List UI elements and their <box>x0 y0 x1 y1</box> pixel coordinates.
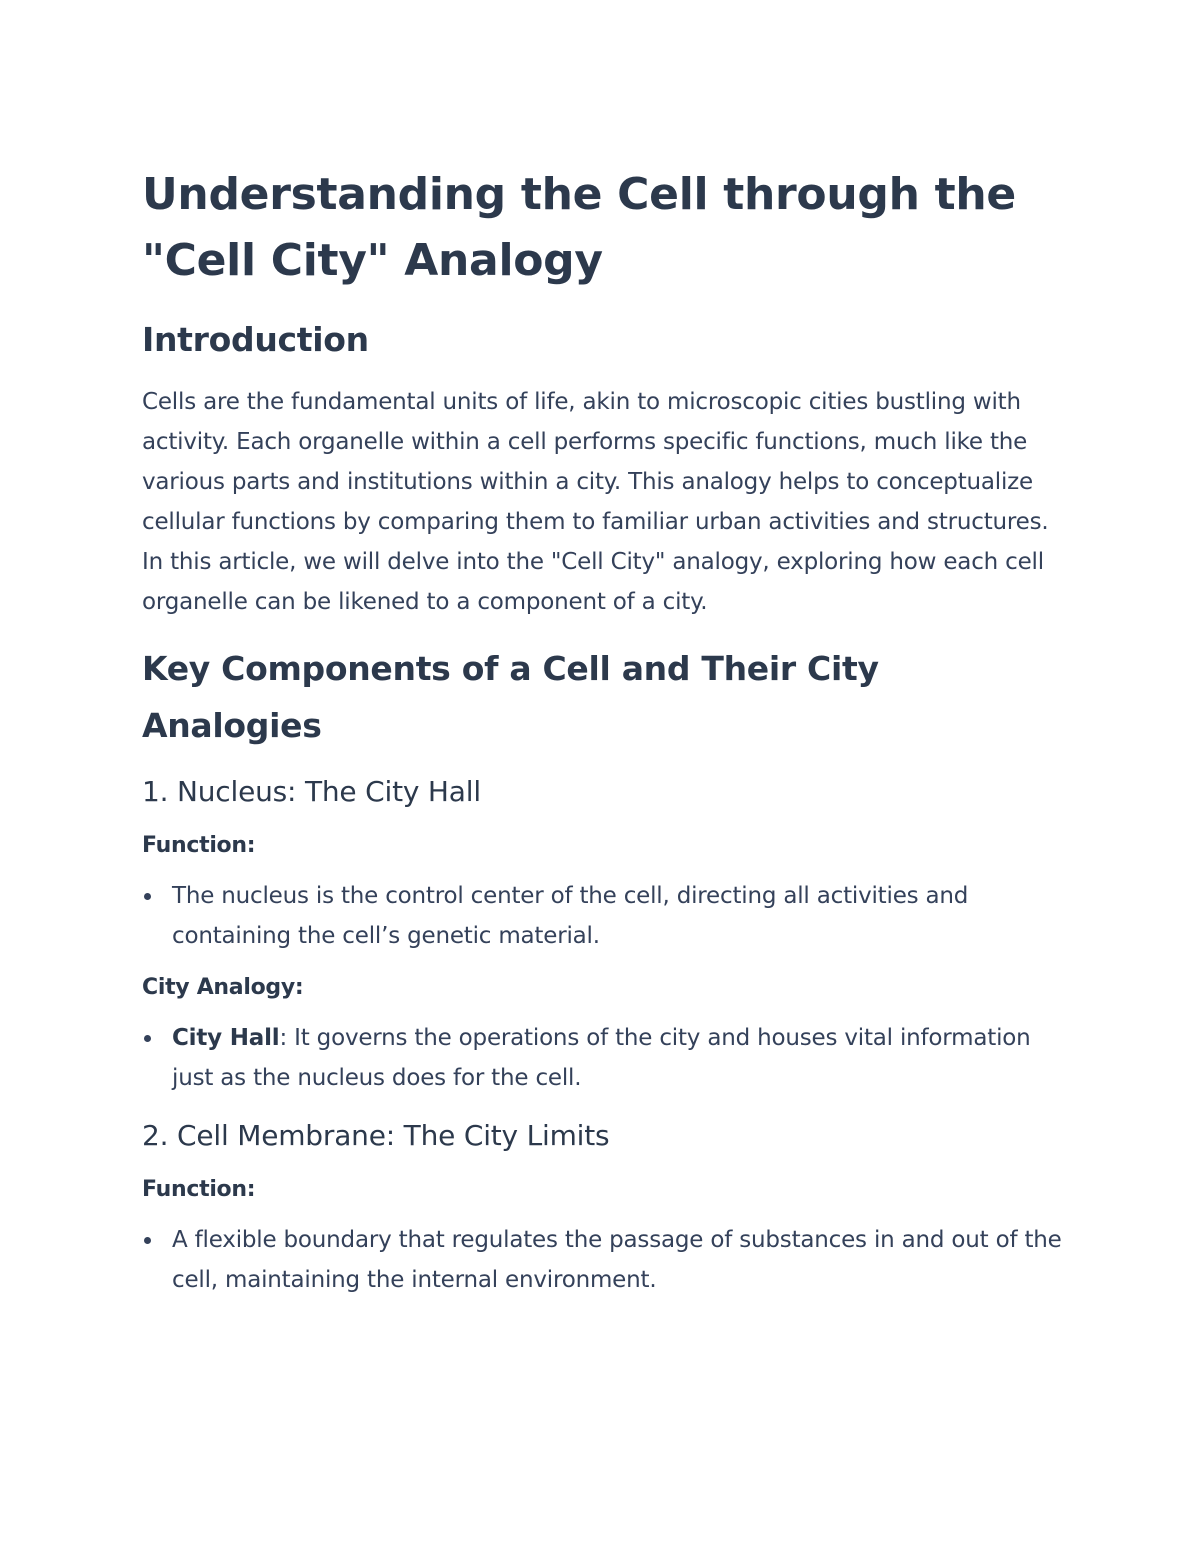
section-heading-nucleus: 1. Nucleus: The City Hall <box>142 775 481 808</box>
list-item-text: A flexible boundary that regulates the passage of substances in and out of the cell, maintaining the internal environment. <box>172 1227 1062 1293</box>
analogy-term: City Hall <box>172 1025 280 1051</box>
key-components-heading <box>142 640 1072 754</box>
document-page <box>142 162 1072 1300</box>
introduction-heading: Introduction <box>142 320 369 359</box>
bullet-icon <box>144 1035 151 1042</box>
city-analogy-label: City Analogy: <box>142 975 304 1000</box>
bullet-icon <box>144 893 151 900</box>
page-title-line-2: "Cell City" Analogy <box>142 235 603 286</box>
function-list <box>142 1220 1072 1300</box>
introduction-paragraph: Cells are the fundamental units of life, akin to microscopic cities bustling with activity. Each organelle within a cell performs specific functions, much like the various parts and institutions within a city. This analogy helps to conceptualize cellular functions by comparing them to familiar urban activities and structures. In this article, we will delve into the "Cell City" analogy, exploring how each cell organelle can be likened to a component of a city. <box>142 389 1049 615</box>
section-heading-cell-membrane: 2. Cell Membrane: The City Limits <box>142 1119 610 1152</box>
list-item-text: : It governs the operations of the city and houses vital information just as the nucleus does for the cell. <box>172 1025 1031 1091</box>
function-label: Function: <box>142 1177 256 1202</box>
page-title-line-1: Understanding the Cell through the <box>142 169 1016 220</box>
list-item-text: The nucleus is the control center of the cell, directing all activities and containing the cell’s genetic material. <box>172 883 969 949</box>
list-item <box>142 1018 1072 1098</box>
list-item <box>142 1220 1072 1300</box>
key-components-heading-line-1: Key Components of a Cell and Their City <box>142 649 879 688</box>
bullet-icon <box>144 1237 151 1244</box>
function-list <box>142 876 1072 956</box>
page-title <box>142 162 1072 294</box>
function-label: Function: <box>142 833 256 858</box>
key-components-heading-line-2: Analogies <box>142 706 322 745</box>
analogy-list <box>142 1018 1072 1098</box>
list-item <box>142 876 1072 956</box>
